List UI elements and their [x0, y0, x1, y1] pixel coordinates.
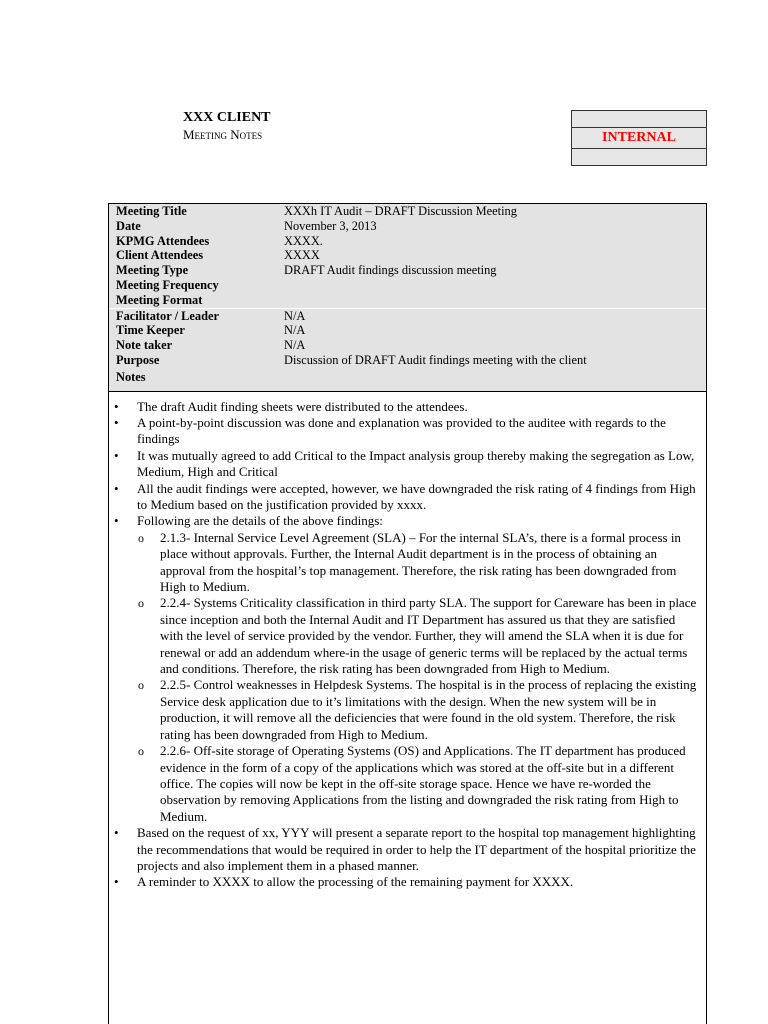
meta-row [109, 353, 706, 368]
meta-label: Client Attendees [116, 248, 204, 263]
meta-value: N/A [284, 308, 306, 323]
note-item: • Based on the request of xx, YYY will present a separate report to the hospital top management highlighting the recommendations that would be required in order to help the IT department of the hospital prioritize the projects and also implement them in a phased manner. [109, 825, 700, 874]
meta-row [109, 278, 706, 293]
meta-label: KPMG Attendees [116, 233, 210, 248]
meta-row [109, 219, 706, 234]
meta-value [284, 293, 706, 308]
classification-box-bottom [572, 149, 707, 166]
meta-label: Meeting Title [116, 204, 187, 218]
meta-value [284, 278, 706, 293]
meta-row [109, 338, 706, 353]
meta-label: Meeting Frequency [116, 277, 219, 292]
meta-label: Note taker [116, 338, 173, 353]
classification-box [571, 110, 707, 166]
meta-row [109, 204, 706, 219]
note-item-text: Following are the details of the above findings: [137, 513, 383, 529]
notes-label: Notes [116, 369, 146, 384]
meta-row [109, 234, 706, 249]
note-item: • A reminder to XXXX to allow the processing of the remaining payment for XXXX. [109, 874, 700, 890]
meeting-roles-group [109, 309, 706, 385]
notes-list [109, 392, 706, 891]
note-item: • A point-by-point discussion was done and explanation was provided to the auditee with regards to the findings [109, 415, 700, 448]
note-item: • It was mutually agreed to add Critical to the Impact analysis group thereby making the segregation as Low, Medium, High and Critical [109, 448, 700, 481]
meta-row [109, 323, 706, 338]
classification-label: INTERNAL [572, 128, 707, 149]
classification-box-top [572, 111, 707, 128]
finding-item: o 2.2.4- Systems Criticality classification in third party SLA. The support for Careware has been in place since inception and both the Internal Audit and IT Department has assured us that they are satisfied with the level of service provided by the vendor. Further, they will amend the SLA when it is due for renewal or add an addendum where-in the usage of generic terms will be replaced by the actual terms and conditions. Therefore, the risk rating has been downgraded from High to Medium. [137, 595, 700, 677]
meta-value: XXXh IT Audit – DRAFT Discussion Meeting [284, 204, 517, 218]
finding-item: o 2.1.3- Internal Service Level Agreement (SLA) – For the internal SLA’s, there is a formal process in place without approvals. Further, the Internal Audit department is in the process of obtaining an approval from the hospital’s top management. Therefore, the risk rating has been downgraded from High to Medium. [137, 530, 700, 596]
finding-item: o 2.2.5- Control weaknesses in Helpdesk Systems. The hospital is in the process of replacing the existing Service desk application due to it’s limitations with the design. When the new system will be in production, it will remove all the deficiencies that were found in the old system. Therefore, the risk rating has been downgraded from High to Medium. [137, 677, 700, 743]
findings-list [137, 530, 700, 825]
notes-heading-row [109, 370, 706, 385]
meta-value: XXXX [284, 248, 320, 263]
note-item [109, 513, 700, 825]
finding-item: o 2.2.6- Off-site storage of Operating Systems (OS) and Applications. The IT department has produced evidence in the form of a copy of the applications which was stored at the off-site but in a different office. The copies will now be kept in the off-site storage space. Hence we have re-worded the observation by removing Applications from the listing and downgraded the risk rating from High to Medium. [137, 743, 700, 825]
meta-value: Discussion of DRAFT Audit findings meeting with the client [284, 352, 587, 367]
meta-value: DRAFT Audit findings discussion meeting [284, 263, 497, 278]
meta-label: Meeting Type [116, 263, 189, 278]
meta-value: November 3, 2013 [284, 218, 377, 233]
note-item: • All the audit findings were accepted, however, we have downgraded the risk rating of 4 findings from High to Medium based on the justification provided by xxxx. [109, 481, 700, 514]
meta-label: Facilitator / Leader [116, 308, 219, 323]
meta-label: Date [116, 218, 141, 233]
client-name: XXX CLIENT [183, 110, 271, 125]
meta-value: XXXX. [284, 233, 323, 248]
meeting-notes-table [108, 203, 707, 1024]
meta-label: Meeting Format [116, 292, 203, 307]
meeting-info-group [109, 204, 706, 309]
note-item: • The draft Audit finding sheets were distributed to the attendees. [109, 399, 700, 415]
meeting-details [109, 204, 706, 392]
notes-label-spacer [284, 370, 706, 385]
meta-row [109, 309, 706, 324]
document-subtitle: Meeting Notes [183, 127, 263, 142]
meta-value: N/A [284, 338, 306, 353]
meta-value: N/A [284, 323, 306, 338]
meta-label: Time Keeper [116, 323, 185, 338]
meta-label: Purpose [116, 352, 160, 367]
meta-row [109, 263, 706, 278]
meta-row [109, 248, 706, 263]
meta-row [109, 293, 706, 308]
